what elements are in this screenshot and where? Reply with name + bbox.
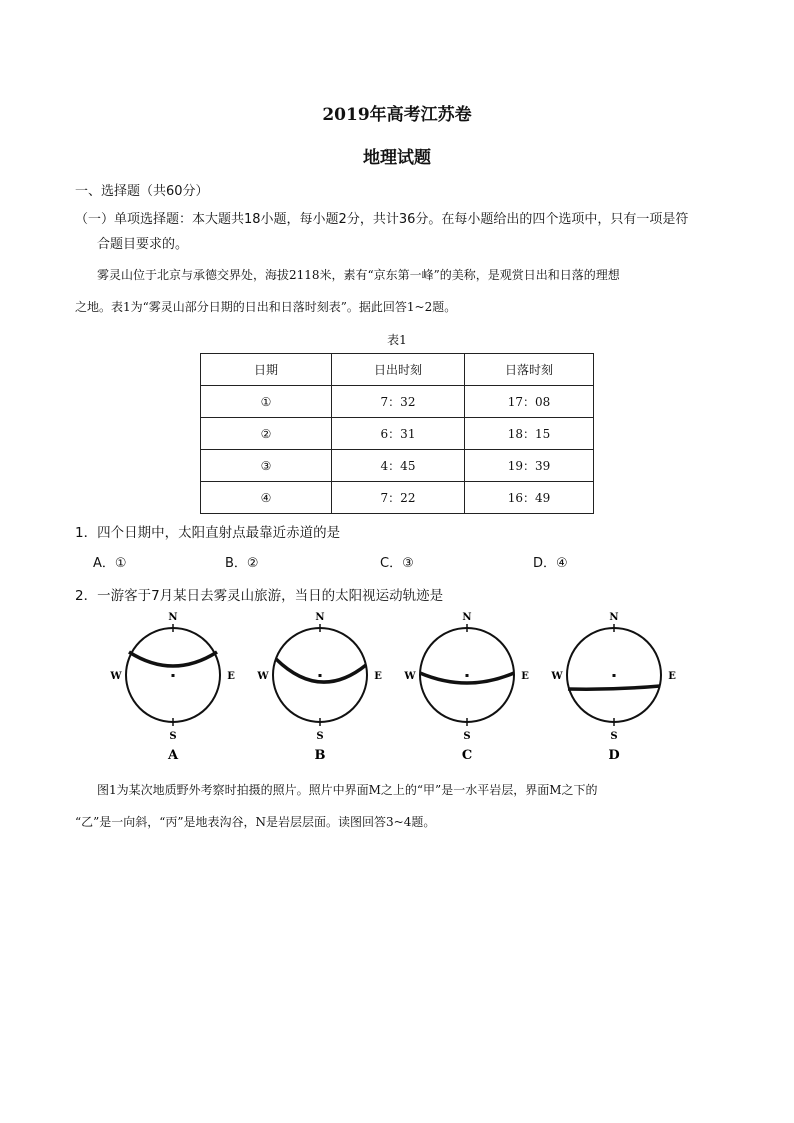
header-sunrise: 日出时刻 [332,354,465,386]
diagram-label-a: A [167,748,179,763]
table-cell: ① [201,386,332,418]
direction-s-label: S [610,731,618,742]
header-date: 日期 [201,354,332,386]
table-cell: 18：15 [465,418,594,450]
table-cell: 16：49 [465,482,594,514]
direction-s-label: S [316,731,324,742]
table-cell: 7：22 [332,482,465,514]
table-row [201,418,594,450]
question-1-option-d: D．④ [533,556,568,571]
question-1-option-b: B．② [225,556,259,571]
direction-e-label: E [668,671,676,682]
header-sunset: 日落时刻 [465,354,594,386]
direction-w-label: W [551,671,563,682]
table-cell: ② [201,418,332,450]
question-1-option-a: A．① [93,556,127,571]
sun-path [568,686,660,689]
direction-n-label: N [168,612,178,623]
sun-path [129,652,217,666]
direction-n-label: N [315,612,325,623]
subsection-instructions-line1: （一）单项选择题：本大题共18小题，每小题2分，共计36分。在每小题给出的四个选项中，只有一项是符 [75,212,689,227]
sun-path-diagram-a [110,612,235,763]
direction-s-label: S [463,731,471,742]
table-row [201,450,594,482]
observer-dot [172,674,175,677]
direction-w-label: W [110,671,122,682]
question-2-stem: 2．一游客于7月某日去雾灵山旅游，当日的太阳视运动轨迹是 [75,588,444,604]
table-row [201,386,594,418]
table-cell: ③ [201,450,332,482]
sun-path-diagram-b [256,612,382,763]
observer-dot [319,674,322,677]
sun-path-diagram-d [550,612,676,763]
section-heading: 一、选择题（共60分） [75,184,209,199]
direction-e-label: E [374,671,382,682]
direction-w-label: W [257,671,269,682]
direction-s-label: S [169,731,177,742]
direction-n-label: N [609,612,619,623]
diagram-label-b: B [314,748,326,763]
question-1-option-c: C．③ [380,556,414,571]
question-1-stem: 1．四个日期中，太阳直射点最靠近赤道的是 [75,525,341,541]
passage-2-line2: “乙”是一向斜，“丙”是地表沟谷，N是岩层层面。读图回答3~4题。 [75,815,436,829]
paper-subtitle: 地理试题 [363,148,431,168]
table-cell: 4：45 [332,450,465,482]
observer-dot [466,674,469,677]
table-cell: 19：39 [465,450,594,482]
table-cell: 6：31 [332,418,465,450]
sun-path [276,659,366,682]
table-cell: 7：32 [332,386,465,418]
paper-title: 2019年高考江苏卷 [322,105,472,125]
passage-1-line2: 之地。表1为“雾灵山部分日期的日出和日落时刻表”。据此回答1~2题。 [75,300,457,314]
diagram-label-d: D [608,748,620,763]
direction-e-label: E [227,671,235,682]
table-caption: 表1 [387,333,407,347]
diagram-label-c: C [461,748,473,763]
subsection-instructions-line2: 合题目要求的。 [97,237,189,252]
direction-w-label: W [404,671,416,682]
direction-n-label: N [462,612,472,623]
table-row [201,482,594,514]
direction-e-label: E [521,671,529,682]
sun-path-diagram-c [403,612,529,763]
table-header-row [201,354,594,386]
table-cell: 17：08 [465,386,594,418]
sunrise-sunset-table [200,353,594,514]
observer-dot [613,674,616,677]
passage-1-line1: 雾灵山位于北京与承德交界处，海拔2118米，素有“京东第一峰”的美称，是观赏日出和日落的理想 [97,268,620,282]
sun-path-diagrams [110,606,690,766]
table-cell: ④ [201,482,332,514]
passage-2-line1: 图1为某次地质野外考察时拍摄的照片。照片中界面M之上的“甲”是一水平岩层，界面M之下的 [97,783,598,797]
